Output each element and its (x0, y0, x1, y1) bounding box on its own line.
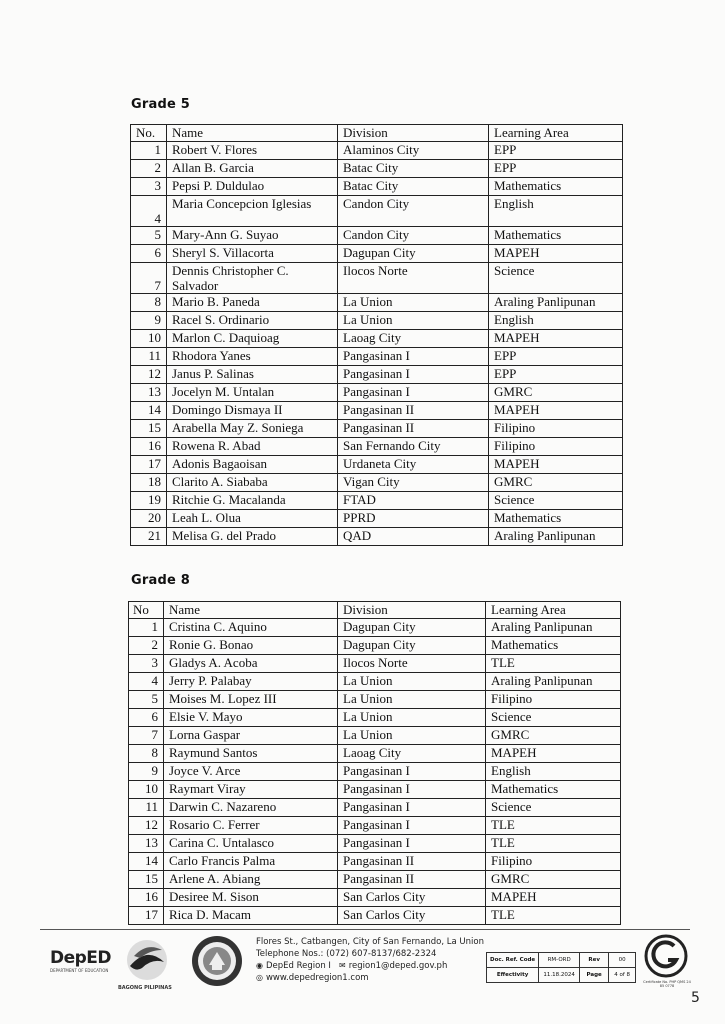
cell-learning-area: Science (486, 709, 621, 727)
cell-division: San Carlos City (338, 907, 486, 925)
cell-learning-area: Mathematics (486, 781, 621, 799)
cell-learning-area: Mathematics (489, 510, 623, 528)
iso-certification-logo (644, 934, 688, 978)
cell-learning-area: GMRC (486, 727, 621, 745)
cell-name: Rica D. Macam (164, 907, 338, 925)
table-row (129, 637, 621, 655)
cell-division: La Union (338, 709, 486, 727)
table-row (129, 835, 621, 853)
table-row (129, 853, 621, 871)
cell-division: Candon City (338, 227, 489, 245)
col-area-header: Learning Area (486, 602, 621, 619)
cell-no: 1 (131, 142, 167, 160)
cell-name: Sheryl S. Villacorta (167, 245, 338, 263)
table-row (129, 817, 621, 835)
document-reference-table (486, 952, 636, 983)
table-row (129, 691, 621, 709)
table-row (129, 871, 621, 889)
email-icon: ✉ (339, 961, 346, 970)
cell-learning-area: MAPEH (489, 402, 623, 420)
cell-division: FTAD (338, 492, 489, 510)
cell-name: Raymart Viray (164, 781, 338, 799)
deped-region-seal (190, 934, 244, 988)
cell-name: Domingo Dismaya II (167, 402, 338, 420)
cell-division: Candon City (338, 196, 489, 227)
cell-name: Marlon C. Daquioag (167, 330, 338, 348)
cell-no: 8 (131, 294, 167, 312)
cell-no: 13 (131, 384, 167, 402)
table-row (131, 178, 623, 196)
cell-name: Janus P. Salinas (167, 366, 338, 384)
table-row (131, 420, 623, 438)
cell-learning-area: MAPEH (489, 245, 623, 263)
iso-caption: Certificate No. PHP QMS 24 85 0778 (643, 980, 691, 988)
cell-no: 17 (129, 907, 164, 925)
table-row (129, 673, 621, 691)
cell-name: Adonis Bagaoisan (167, 456, 338, 474)
cell-no: 19 (131, 492, 167, 510)
col-name-header: Name (164, 602, 338, 619)
table-row (131, 330, 623, 348)
cell-no: 5 (131, 227, 167, 245)
cell-name: Moises M. Lopez III (164, 691, 338, 709)
cell-division: Pangasinan I (338, 817, 486, 835)
bagong-pilipinas-logo (122, 936, 172, 986)
cell-learning-area: Science (489, 492, 623, 510)
cell-name: Arlene A. Abiang (164, 871, 338, 889)
cell-no: 16 (131, 438, 167, 456)
cell-learning-area: EPP (489, 366, 623, 384)
cell-learning-area: MAPEH (489, 330, 623, 348)
table-row (131, 348, 623, 366)
table-row (131, 227, 623, 245)
website-link[interactable]: www.depedregion1.com (265, 973, 369, 983)
cell-learning-area: English (489, 196, 623, 227)
table-row (131, 366, 623, 384)
cell-name: Rhodora Yanes (167, 348, 338, 366)
cell-learning-area: Araling Panlipunan (489, 528, 623, 546)
grade5-heading: Grade 5 (131, 97, 190, 112)
cell-no: 7 (131, 263, 167, 294)
table-row (131, 294, 623, 312)
cell-division: Pangasinan I (338, 384, 489, 402)
table-row (129, 799, 621, 817)
table-row (131, 474, 623, 492)
deped-logo-text: DepED (50, 948, 112, 968)
cell-no: 20 (131, 510, 167, 528)
facebook-text: DepEd Region I (265, 961, 331, 971)
cell-division: Pangasinan I (338, 763, 486, 781)
deped-tagline: DEPARTMENT OF EDUCATION (50, 968, 109, 973)
cell-no: 17 (131, 456, 167, 474)
cell-name: Raymund Santos (164, 745, 338, 763)
table-row (129, 781, 621, 799)
cell-no: 12 (131, 366, 167, 384)
grade8-heading: Grade 8 (131, 573, 190, 588)
rev-value: 00 (609, 953, 636, 968)
table-row (131, 492, 623, 510)
cell-no: 8 (129, 745, 164, 763)
cell-division: Pangasinan I (338, 366, 489, 384)
cell-name: Leah L. Olua (167, 510, 338, 528)
cell-name: Allan B. Garcia (167, 160, 338, 178)
col-division-header: Division (338, 125, 489, 142)
cell-division: Dagupan City (338, 245, 489, 263)
cell-learning-area: EPP (489, 160, 623, 178)
cell-division: Urdaneta City (338, 456, 489, 474)
cell-learning-area: MAPEH (486, 745, 621, 763)
cell-division: Pangasinan I (338, 835, 486, 853)
cell-division: San Fernando City (338, 438, 489, 456)
table-row (129, 907, 621, 925)
cell-name: Dennis Christopher C. Salvador (167, 263, 338, 294)
cell-learning-area: Filipino (486, 853, 621, 871)
cell-division: Laoag City (338, 745, 486, 763)
cell-no: 7 (129, 727, 164, 745)
cell-name: Arabella May Z. Soniega (167, 420, 338, 438)
cell-name: Cristina C. Aquino (164, 619, 338, 637)
cell-learning-area: TLE (486, 907, 621, 925)
col-no-header: No. (131, 125, 167, 142)
cell-learning-area: TLE (486, 835, 621, 853)
cell-learning-area: Mathematics (486, 637, 621, 655)
cell-learning-area: TLE (486, 655, 621, 673)
cell-learning-area: Science (489, 263, 623, 294)
cell-no: 9 (131, 312, 167, 330)
cell-no: 11 (129, 799, 164, 817)
cell-name: Carlo Francis Palma (164, 853, 338, 871)
cell-name: Mary-Ann G. Suyao (167, 227, 338, 245)
cell-name: Darwin C. Nazareno (164, 799, 338, 817)
cell-division: Pangasinan I (338, 799, 486, 817)
cell-name: Carina C. Untalasco (164, 835, 338, 853)
table-row (129, 763, 621, 781)
cell-name: Rosario C. Ferrer (164, 817, 338, 835)
cell-name: Desiree M. Sison (164, 889, 338, 907)
cell-learning-area: Filipino (489, 420, 623, 438)
cell-learning-area: GMRC (489, 474, 623, 492)
cell-name: Mario B. Paneda (167, 294, 338, 312)
grade8-table (128, 601, 621, 925)
cell-no: 4 (131, 196, 167, 227)
table-row (129, 727, 621, 745)
page-label: Page (580, 968, 609, 983)
table-row (129, 619, 621, 637)
cell-division: Ilocos Norte (338, 263, 489, 294)
cell-name: Ronie G. Bonao (164, 637, 338, 655)
cell-no: 16 (129, 889, 164, 907)
cell-division: Pangasinan I (338, 781, 486, 799)
facebook-icon: ◉ (256, 961, 263, 970)
cell-name: Maria Concepcion Iglesias (167, 196, 338, 227)
cell-learning-area: TLE (486, 817, 621, 835)
cell-name: Jocelyn M. Untalan (167, 384, 338, 402)
doc-ref-label: Doc. Ref. Code (487, 953, 539, 968)
cell-learning-area: MAPEH (489, 456, 623, 474)
cell-no: 13 (129, 835, 164, 853)
cell-no: 10 (129, 781, 164, 799)
cell-division: Alaminos City (338, 142, 489, 160)
table-row (131, 196, 623, 227)
cell-division: San Carlos City (338, 889, 486, 907)
cell-learning-area: English (486, 763, 621, 781)
col-area-header: Learning Area (489, 125, 623, 142)
cell-learning-area: EPP (489, 348, 623, 366)
cell-no: 6 (131, 245, 167, 263)
cell-division: Batac City (338, 160, 489, 178)
cell-name: Gladys A. Acoba (164, 655, 338, 673)
page-number: 5 (691, 990, 700, 1006)
cell-learning-area: Araling Panlipunan (489, 294, 623, 312)
cell-learning-area: Filipino (489, 438, 623, 456)
cell-name: Ritchie G. Macalanda (167, 492, 338, 510)
table-row (131, 160, 623, 178)
cell-learning-area: GMRC (486, 871, 621, 889)
cell-division: La Union (338, 312, 489, 330)
cell-learning-area: GMRC (489, 384, 623, 402)
bagong-pilipinas-text: BAGONG PILIPINAS (118, 985, 172, 991)
cell-learning-area: MAPEH (486, 889, 621, 907)
cell-no: 1 (129, 619, 164, 637)
cell-no: 5 (129, 691, 164, 709)
cell-learning-area: Araling Panlipunan (486, 673, 621, 691)
cell-no: 14 (129, 853, 164, 871)
col-no-header: No (129, 602, 164, 619)
effectivity-value: 11.18.2024 (539, 968, 580, 983)
table-row (129, 709, 621, 727)
cell-name: Racel S. Ordinario (167, 312, 338, 330)
cell-name: Melisa G. del Prado (167, 528, 338, 546)
cell-division: Batac City (338, 178, 489, 196)
page-value: 4 of 8 (609, 968, 636, 983)
cell-name: Joyce V. Arce (164, 763, 338, 781)
cell-no: 18 (131, 474, 167, 492)
table-row (131, 528, 623, 546)
table-header-row (131, 125, 623, 142)
cell-division: Pangasinan II (338, 420, 489, 438)
cell-name: Elsie V. Mayo (164, 709, 338, 727)
table-row (129, 745, 621, 763)
effectivity-label: Effectivity (487, 968, 539, 983)
table-header-row (129, 602, 621, 619)
cell-division: La Union (338, 673, 486, 691)
grade5-table (130, 124, 623, 546)
cell-no: 3 (129, 655, 164, 673)
deped-logo (50, 948, 111, 973)
col-division-header: Division (338, 602, 486, 619)
cell-name: Lorna Gaspar (164, 727, 338, 745)
cell-division: Ilocos Norte (338, 655, 486, 673)
cell-name: Pepsi P. Duldulao (167, 178, 338, 196)
table-row (131, 438, 623, 456)
cell-division: QAD (338, 528, 489, 546)
table-row (129, 889, 621, 907)
table-row (131, 245, 623, 263)
cell-no: 6 (129, 709, 164, 727)
cell-name: Clarito A. Siababa (167, 474, 338, 492)
cell-name: Robert V. Flores (167, 142, 338, 160)
rev-label: Rev (580, 953, 609, 968)
cell-learning-area: Mathematics (489, 178, 623, 196)
cell-no: 2 (129, 637, 164, 655)
cell-no: 12 (129, 817, 164, 835)
telephone-text: Telephone Nos.: (072) 607-8137/682-2324 (256, 949, 437, 959)
cell-no: 2 (131, 160, 167, 178)
cell-learning-area: Mathematics (489, 227, 623, 245)
cell-division: Vigan City (338, 474, 489, 492)
cell-no: 11 (131, 348, 167, 366)
table-row (131, 402, 623, 420)
cell-division: Pangasinan I (338, 348, 489, 366)
footer-divider (40, 929, 690, 930)
cell-name: Jerry P. Palabay (164, 673, 338, 691)
table-row (131, 456, 623, 474)
table-row (131, 263, 623, 294)
cell-division: La Union (338, 727, 486, 745)
col-name-header: Name (167, 125, 338, 142)
cell-no: 15 (129, 871, 164, 889)
globe-icon: ◎ (256, 973, 263, 982)
cell-learning-area: English (489, 312, 623, 330)
cell-no: 15 (131, 420, 167, 438)
address-text: Flores St., Catbangen, City of San Fernando, La Union (256, 937, 484, 947)
cell-learning-area: Filipino (486, 691, 621, 709)
table-row (131, 142, 623, 160)
email-link[interactable]: region1@deped.gov.ph (348, 961, 448, 971)
cell-division: Pangasinan II (338, 853, 486, 871)
cell-learning-area: EPP (489, 142, 623, 160)
cell-learning-area: Science (486, 799, 621, 817)
cell-name: Rowena R. Abad (167, 438, 338, 456)
table-row (129, 655, 621, 673)
cell-no: 3 (131, 178, 167, 196)
cell-no: 14 (131, 402, 167, 420)
cell-division: Dagupan City (338, 619, 486, 637)
doc-ref-value: RM-ORD (539, 953, 580, 968)
cell-division: La Union (338, 294, 489, 312)
cell-division: Pangasinan II (338, 402, 489, 420)
cell-no: 21 (131, 528, 167, 546)
cell-no: 4 (129, 673, 164, 691)
cell-learning-area: Araling Panlipunan (486, 619, 621, 637)
cell-no: 10 (131, 330, 167, 348)
cell-division: La Union (338, 691, 486, 709)
cell-division: Dagupan City (338, 637, 486, 655)
table-row (131, 510, 623, 528)
table-row (131, 312, 623, 330)
cell-division: PPRD (338, 510, 489, 528)
footer-contact (256, 936, 484, 984)
cell-division: Laoag City (338, 330, 489, 348)
cell-no: 9 (129, 763, 164, 781)
table-row (131, 384, 623, 402)
cell-division: Pangasinan II (338, 871, 486, 889)
